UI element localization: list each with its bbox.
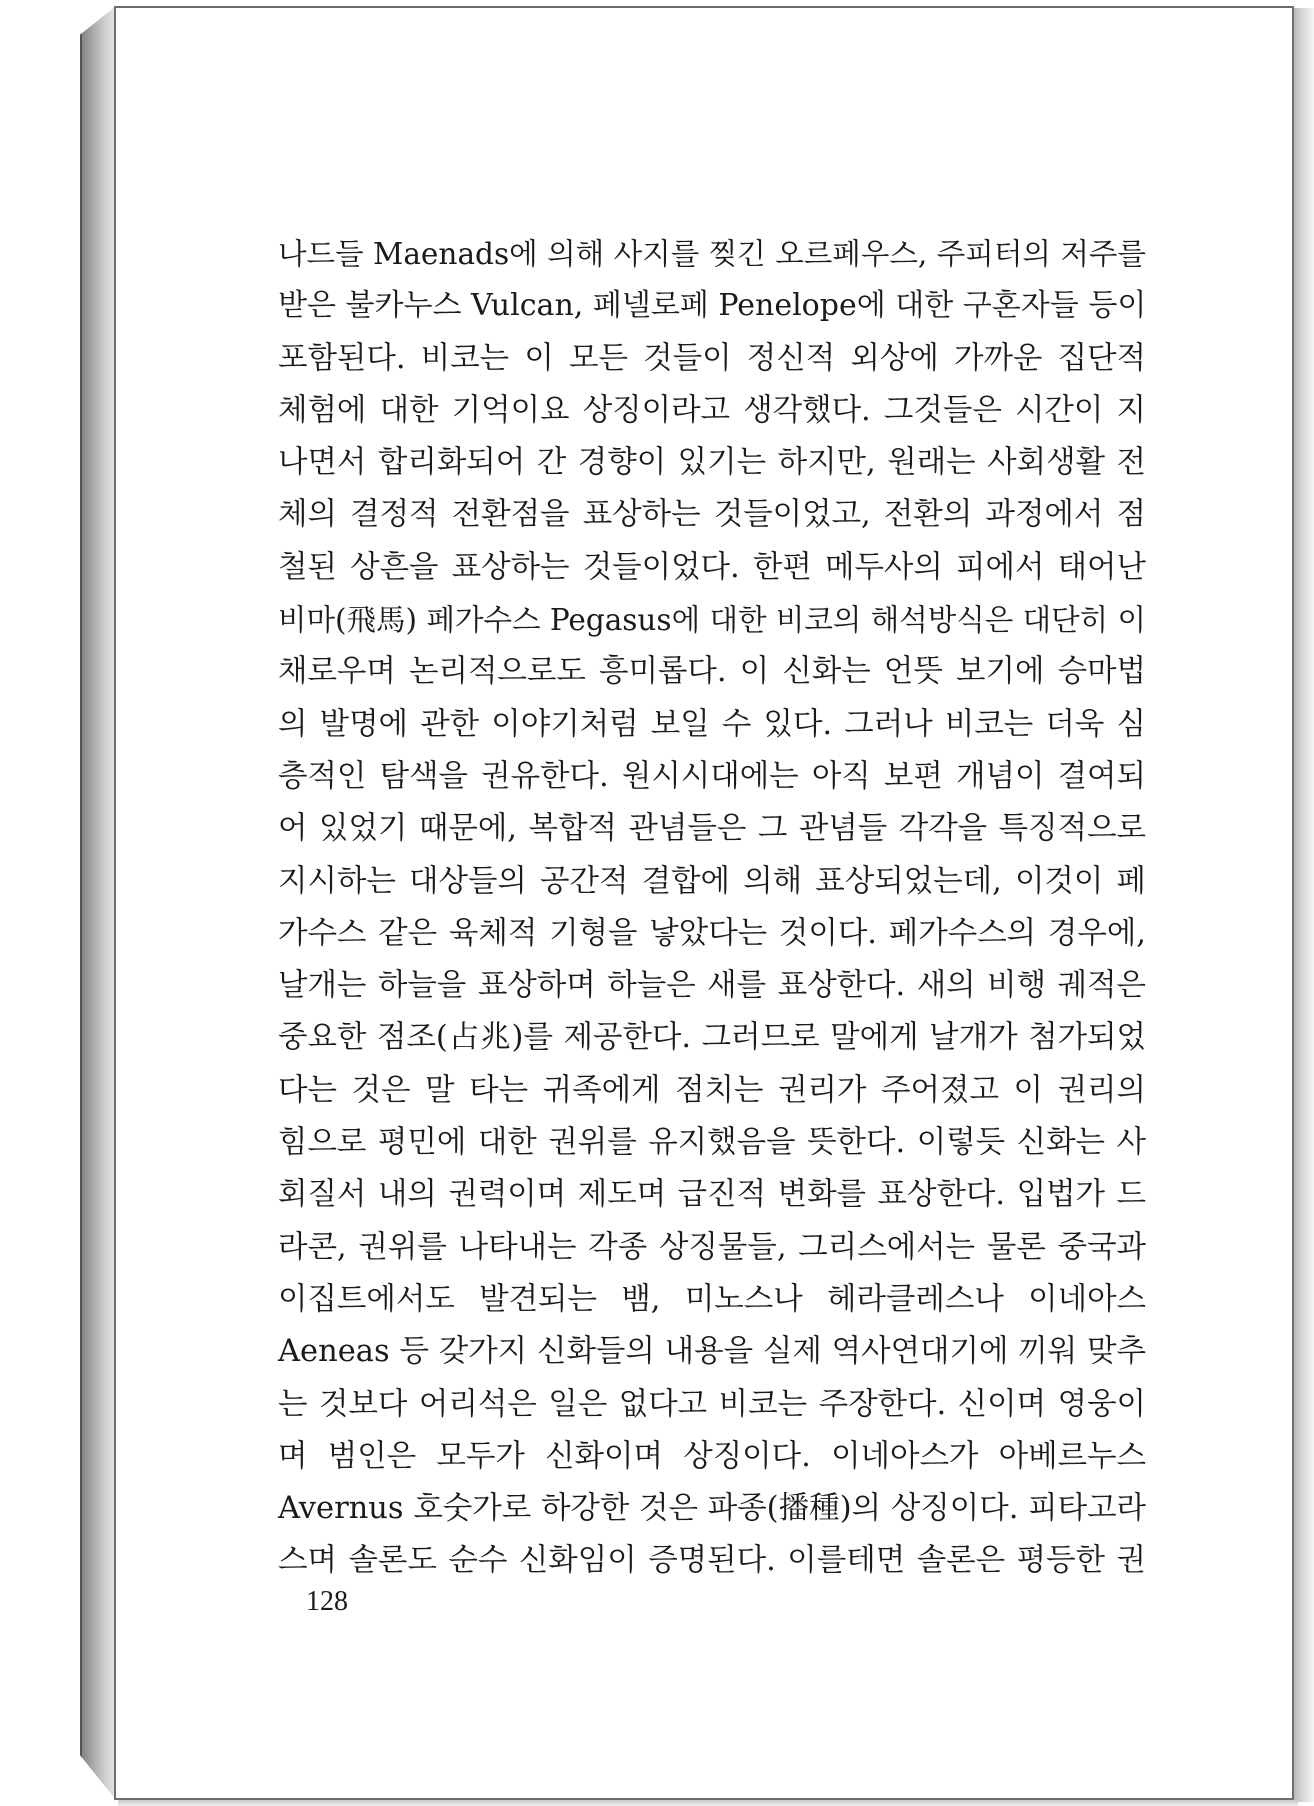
page-number: 128 [306,1586,348,1617]
body-text [278,228,1146,1588]
text-line: 힘으로 평민에 대한 권위를 유지했음을 뜻한다. 이렇듯 신화는 사 [278,1125,1146,1161]
text-line: 중요한 점조(占兆)를 제공한다. 그러므로 말에게 날개가 첨가되었 [278,1020,1146,1056]
text-line: 받은 불카누스 Vulcan, 페넬로페 Penelope에 대한 구혼자들 등이 [278,288,1147,324]
text-line: 지시하는 대상들의 공간적 결합에 의해 표상되었는데, 이것이 페 [278,863,1146,899]
text-line: 체의 결정적 전환점을 표상하는 것들이었고, 전환의 과정에서 점 [278,497,1146,533]
text-line: 회질서 내의 권력이며 제도며 급진적 변화를 표상한다. 입법가 드 [278,1177,1146,1213]
text-line: 포함된다. 비코는 이 모든 것들이 정신적 외상에 가까운 집단적 [278,340,1146,376]
text-line: 어 있었기 때문에, 복합적 관념들은 그 관념들 각각을 특징적으로 [278,811,1146,847]
text-line: 다는 것은 말 타는 귀족에게 점치는 권리가 주어졌고 이 권리의 [278,1072,1146,1108]
page-right-shadow [1294,8,1314,1802]
text-line: 이집트에서도 발견되는 뱀, 미노스나 헤라클레스나 이네아스 [278,1281,1146,1317]
text-line: 날개는 하늘을 표상하며 하늘은 새를 표상한다. 새의 비행 궤적은 [278,968,1146,1004]
text-line: 나면서 합리화되어 간 경향이 있기는 하지만, 원래는 사회생활 전 [278,445,1146,481]
text-line: 스며 솔론도 순수 신화임이 증명된다. 이를테면 솔론은 평등한 권 [278,1543,1146,1579]
text-line: 라콘, 권위를 나타내는 각종 상징물들, 그리스에서는 물론 중국과 [278,1229,1146,1265]
text-line: 비마(飛馬) 페가수스 Pegasus에 대한 비코의 해석방식은 대단히 이 [278,603,1146,638]
text-line: 의 발명에 관한 이야기처럼 보일 수 있다. 그러나 비코는 더욱 심 [278,706,1146,742]
book-spine-outline [80,6,116,1800]
text-line: 나드들 Maenads에 의해 사지를 찢긴 오르페우스, 주피터의 저주를 [278,237,1146,271]
text-line: 채로우며 논리적으로도 흥미롭다. 이 신화는 언뜻 보기에 승마법 [278,654,1146,690]
text-line: 며 범인은 모두가 신화이며 상징이다. 이네아스가 아베르누스 [278,1438,1146,1474]
text-line: 철된 상흔을 표상하는 것들이었다. 한편 메두사의 피에서 태어난 [278,549,1146,585]
text-line: 층적인 탐색을 권유한다. 원시시대에는 아직 보편 개념이 결여되 [278,758,1146,794]
page-bottom-shadow [118,1800,1298,1806]
text-line: 체험에 대한 기억이요 상징이라고 생각했다. 그것들은 시간이 지 [278,392,1146,428]
text-line: Avernus 호숫가로 하강한 것은 파종(播種)의 상징이다. 피타고라 [278,1491,1146,1527]
text-line: Aeneas 등 갖가지 신화들의 내용을 실제 역사연대기에 끼워 맞추 [278,1334,1146,1370]
text-line: 는 것보다 어리석은 일은 없다고 비코는 주장한다. 신이며 영웅이 [278,1386,1146,1422]
text-line: 가수스 같은 육체적 기형을 낳았다는 것이다. 페가수스의 경우에, [278,915,1146,951]
